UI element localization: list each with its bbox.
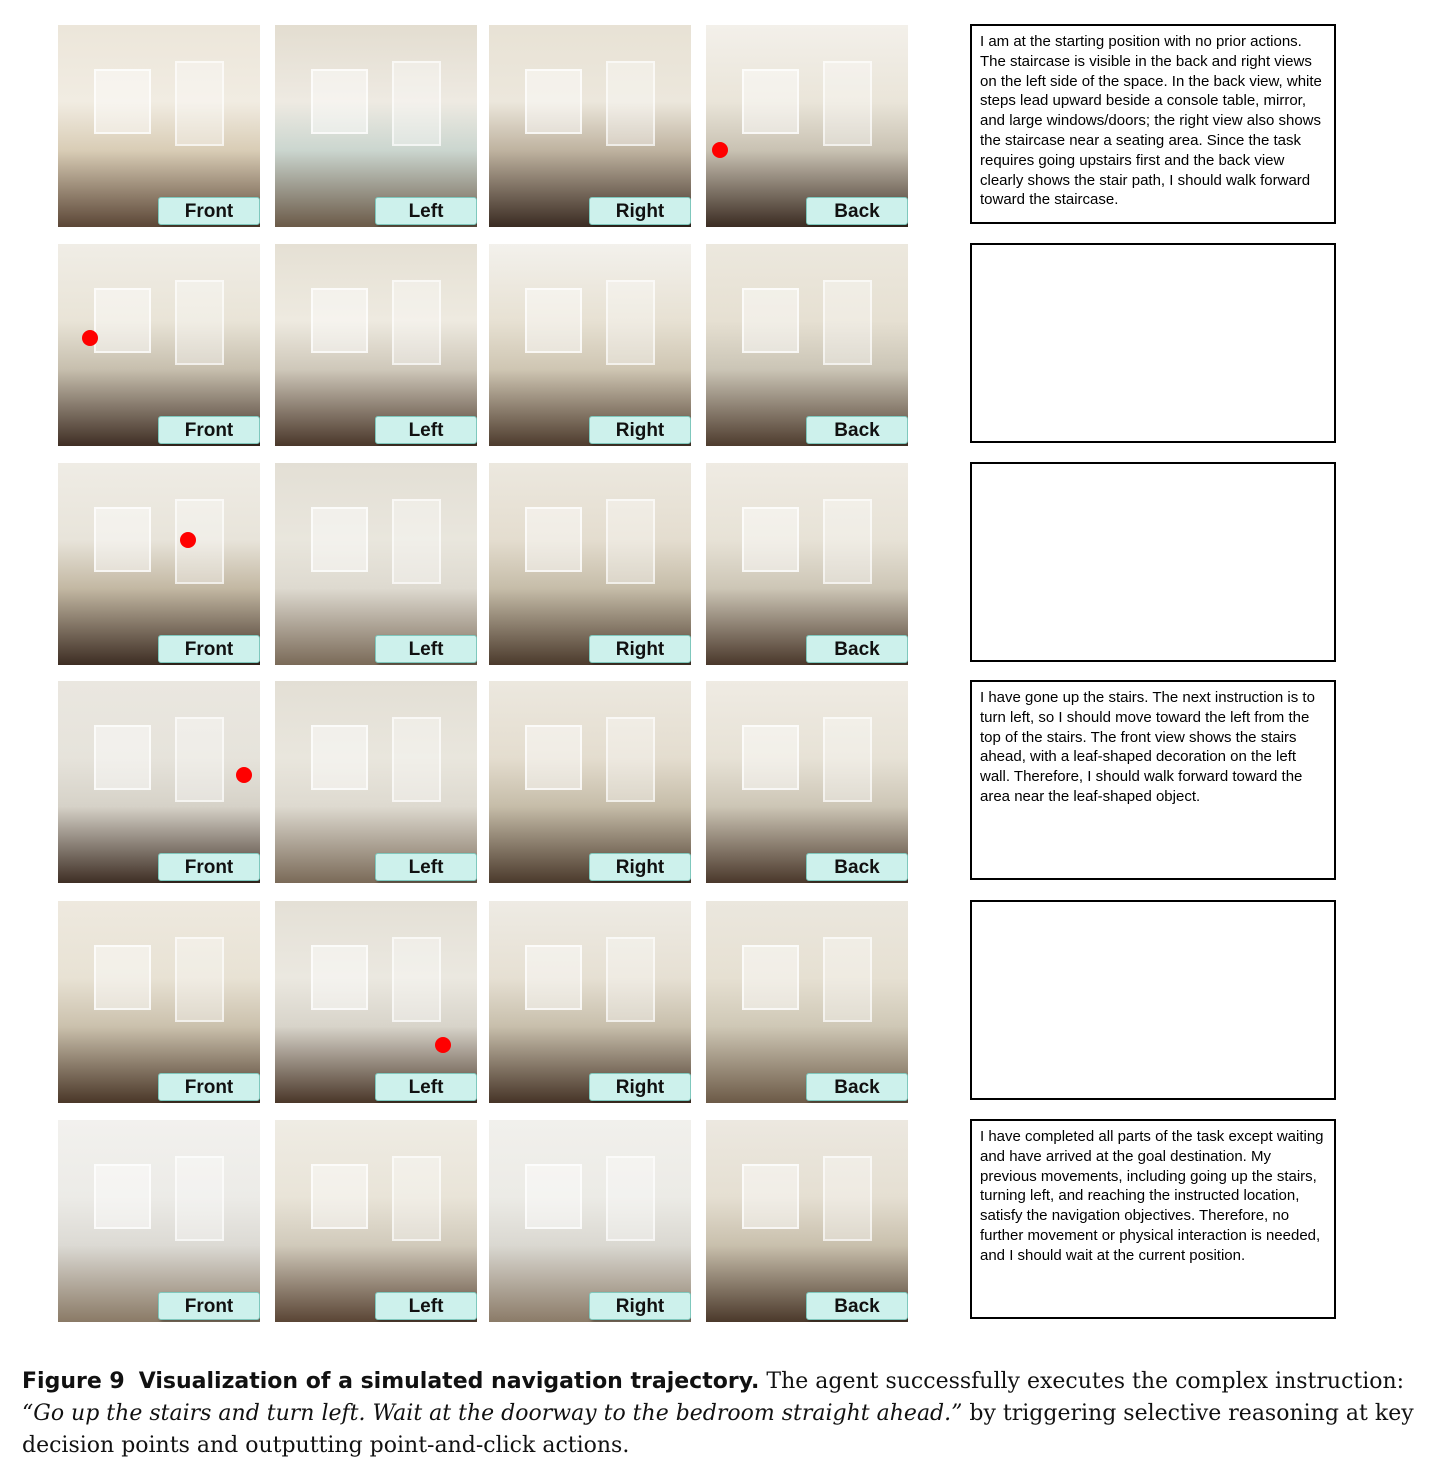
caption-instruction: “Go up the stairs and turn left. Wait at the doorway to the bedroom straight ahead.” <box>22 1401 963 1426</box>
view-image-right[interactable] <box>489 901 691 1103</box>
figure-number: Figure 9 <box>22 1369 125 1394</box>
view-label-right: Right <box>589 635 691 663</box>
reasoning-box: I have completed all parts of the task except waiting and have arrived at the goal destination. My previous movements, including going up the stairs, turning left, and reaching the instructed location, satisfy the navigation objectives. Therefore, no further movement or physical interaction is needed, and I should wait at the current position. <box>970 1119 1336 1319</box>
view-label-front: Front <box>158 853 260 881</box>
view-image-right[interactable] <box>489 1120 691 1322</box>
reasoning-box <box>970 900 1336 1100</box>
view-image-right[interactable] <box>489 681 691 883</box>
view-image-left[interactable] <box>275 244 477 446</box>
view-image-left[interactable] <box>275 681 477 883</box>
view-label-left: Left <box>375 416 477 444</box>
view-image-back[interactable] <box>706 1120 908 1322</box>
view-label-front: Front <box>158 635 260 663</box>
view-label-right: Right <box>589 416 691 444</box>
view-image-front[interactable] <box>58 901 260 1103</box>
view-label-front: Front <box>158 1073 260 1101</box>
caption-text-after: by triggering selective reasoning at key decision points and outputting point-and-click actions. <box>22 1401 1414 1458</box>
view-image-left[interactable] <box>275 1120 477 1322</box>
caption-text-before: The agent successfully executes the complex instruction: <box>766 1369 1405 1394</box>
click-point-marker <box>82 330 98 346</box>
view-image-front[interactable] <box>58 1120 260 1322</box>
view-image-right[interactable] <box>489 463 691 665</box>
reasoning-box: I have gone up the stairs. The next instruction is to turn left, so I should move toward the left from the top of the stairs. The front view shows the stairs ahead, with a leaf-shaped decoration on the left wall. Therefore, I should walk forward toward the area near the leaf-shaped object. <box>970 680 1336 880</box>
view-label-right: Right <box>589 853 691 881</box>
view-label-left: Left <box>375 635 477 663</box>
figure-caption <box>22 1366 1437 1462</box>
view-image-back[interactable] <box>706 463 908 665</box>
reasoning-box <box>970 462 1336 662</box>
view-label-right: Right <box>589 1073 691 1101</box>
view-image-back[interactable] <box>706 25 908 227</box>
click-point-marker <box>236 767 252 783</box>
view-image-back[interactable] <box>706 681 908 883</box>
view-label-front: Front <box>158 416 260 444</box>
view-image-left[interactable] <box>275 25 477 227</box>
view-image-right[interactable] <box>489 25 691 227</box>
view-image-front[interactable] <box>58 25 260 227</box>
click-point-marker <box>180 532 196 548</box>
view-label-back: Back <box>806 1292 908 1320</box>
view-label-left: Left <box>375 197 477 225</box>
view-image-left[interactable] <box>275 901 477 1103</box>
view-label-back: Back <box>806 416 908 444</box>
reasoning-box: I am at the starting position with no prior actions. The staircase is visible in the back and right views on the left side of the space. In the back view, white steps lead upward beside a console table, mirror, and large windows/doors; the right view also shows the staircase near a seating area. Since the task requires going upstairs first and the back view clearly shows the stair path, I should walk forward toward the staircase. <box>970 24 1336 224</box>
view-image-front[interactable] <box>58 681 260 883</box>
view-image-right[interactable] <box>489 244 691 446</box>
view-image-back[interactable] <box>706 901 908 1103</box>
view-label-back: Back <box>806 197 908 225</box>
view-label-left: Left <box>375 853 477 881</box>
click-point-marker <box>712 142 728 158</box>
view-label-back: Back <box>806 1073 908 1101</box>
view-label-left: Left <box>375 1073 477 1101</box>
view-image-left[interactable] <box>275 463 477 665</box>
reasoning-box <box>970 243 1336 443</box>
view-label-back: Back <box>806 853 908 881</box>
view-label-back: Back <box>806 635 908 663</box>
view-image-front[interactable] <box>58 463 260 665</box>
click-point-marker <box>435 1037 451 1053</box>
view-label-left: Left <box>375 1292 477 1320</box>
figure-title: Visualization of a simulated navigation trajectory. <box>138 1369 760 1394</box>
view-label-front: Front <box>158 1292 260 1320</box>
view-label-right: Right <box>589 1292 691 1320</box>
view-label-right: Right <box>589 197 691 225</box>
view-label-front: Front <box>158 197 260 225</box>
view-image-back[interactable] <box>706 244 908 446</box>
